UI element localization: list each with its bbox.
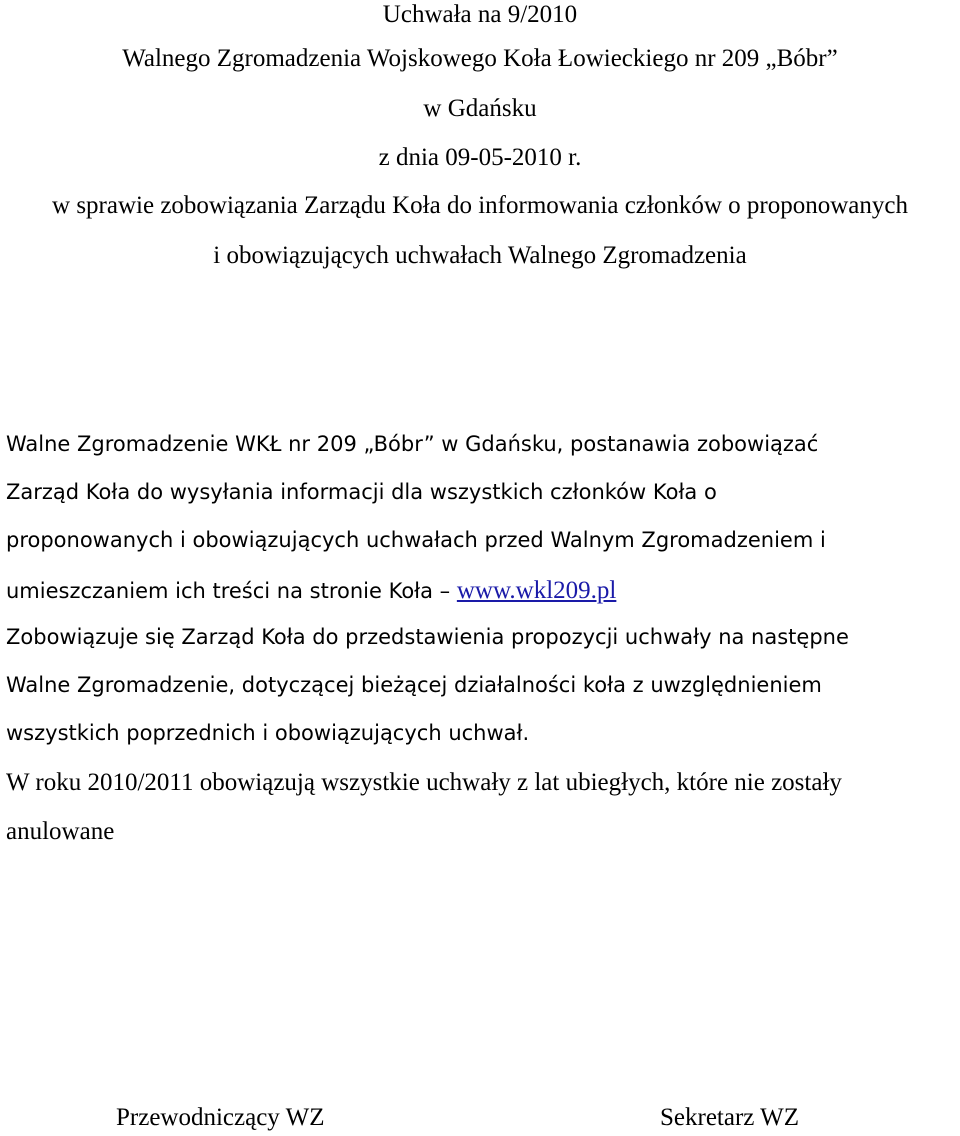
paragraph-3-line-1: W roku 2010/2011 obowiązują wszystkie uchwały z lat ubiegłych, które nie zostały <box>6 769 842 796</box>
paragraph-1-line-4-text: umieszczaniem ich treści na stronie Koła – <box>6 579 457 603</box>
paragraph-2-line-2: Walne Zgromadzenie, dotyczącej bieżącej działalności koła z uwzględnieniem <box>6 673 822 697</box>
paragraph-2-line-3: wszystkich poprzednich i obowiązujących uchwał. <box>6 721 530 745</box>
chairman-signature-label: Przewodniczący WZ <box>116 1104 325 1131</box>
resolution-number: Uchwała na 9/2010 <box>382 1 578 28</box>
location: w Gdańsku <box>423 95 537 122</box>
paragraph-2-line-1: Zobowiązuje się Zarząd Koła do przedstawienia propozycji uchwały na następne <box>6 625 849 649</box>
paragraph-1-line-3: proponowanych i obowiązujących uchwałach przed Walnym Zgromadzeniem i <box>6 528 826 552</box>
resolution-date: z dnia 09-05-2010 r. <box>378 144 582 171</box>
subject-line-1: w sprawie zobowiązania Zarządu Koła do informowania członków o proponowanych <box>52 192 908 219</box>
subject-line-2: i obowiązujących uchwałach Walnego Zgromadzenia <box>213 242 747 269</box>
paragraph-1-line-1: Walne Zgromadzenie WKŁ nr 209 „Bóbr” w Gdańsku, postanawia zobowiązać <box>6 432 819 456</box>
website-link[interactable]: www.wkl209.pl <box>456 577 617 604</box>
paragraph-3-line-2: anulowane <box>6 818 115 845</box>
paragraph-1-line-4 <box>6 578 616 603</box>
paragraph-1-line-2: Zarząd Koła do wysyłania informacji dla wszystkich członków Koła o <box>6 480 717 504</box>
secretary-signature-label: Sekretarz WZ <box>660 1104 800 1131</box>
issuer: Walnego Zgromadzenia Wojskowego Koła Łowieckiego nr 209 „Bóbr” <box>122 45 838 72</box>
